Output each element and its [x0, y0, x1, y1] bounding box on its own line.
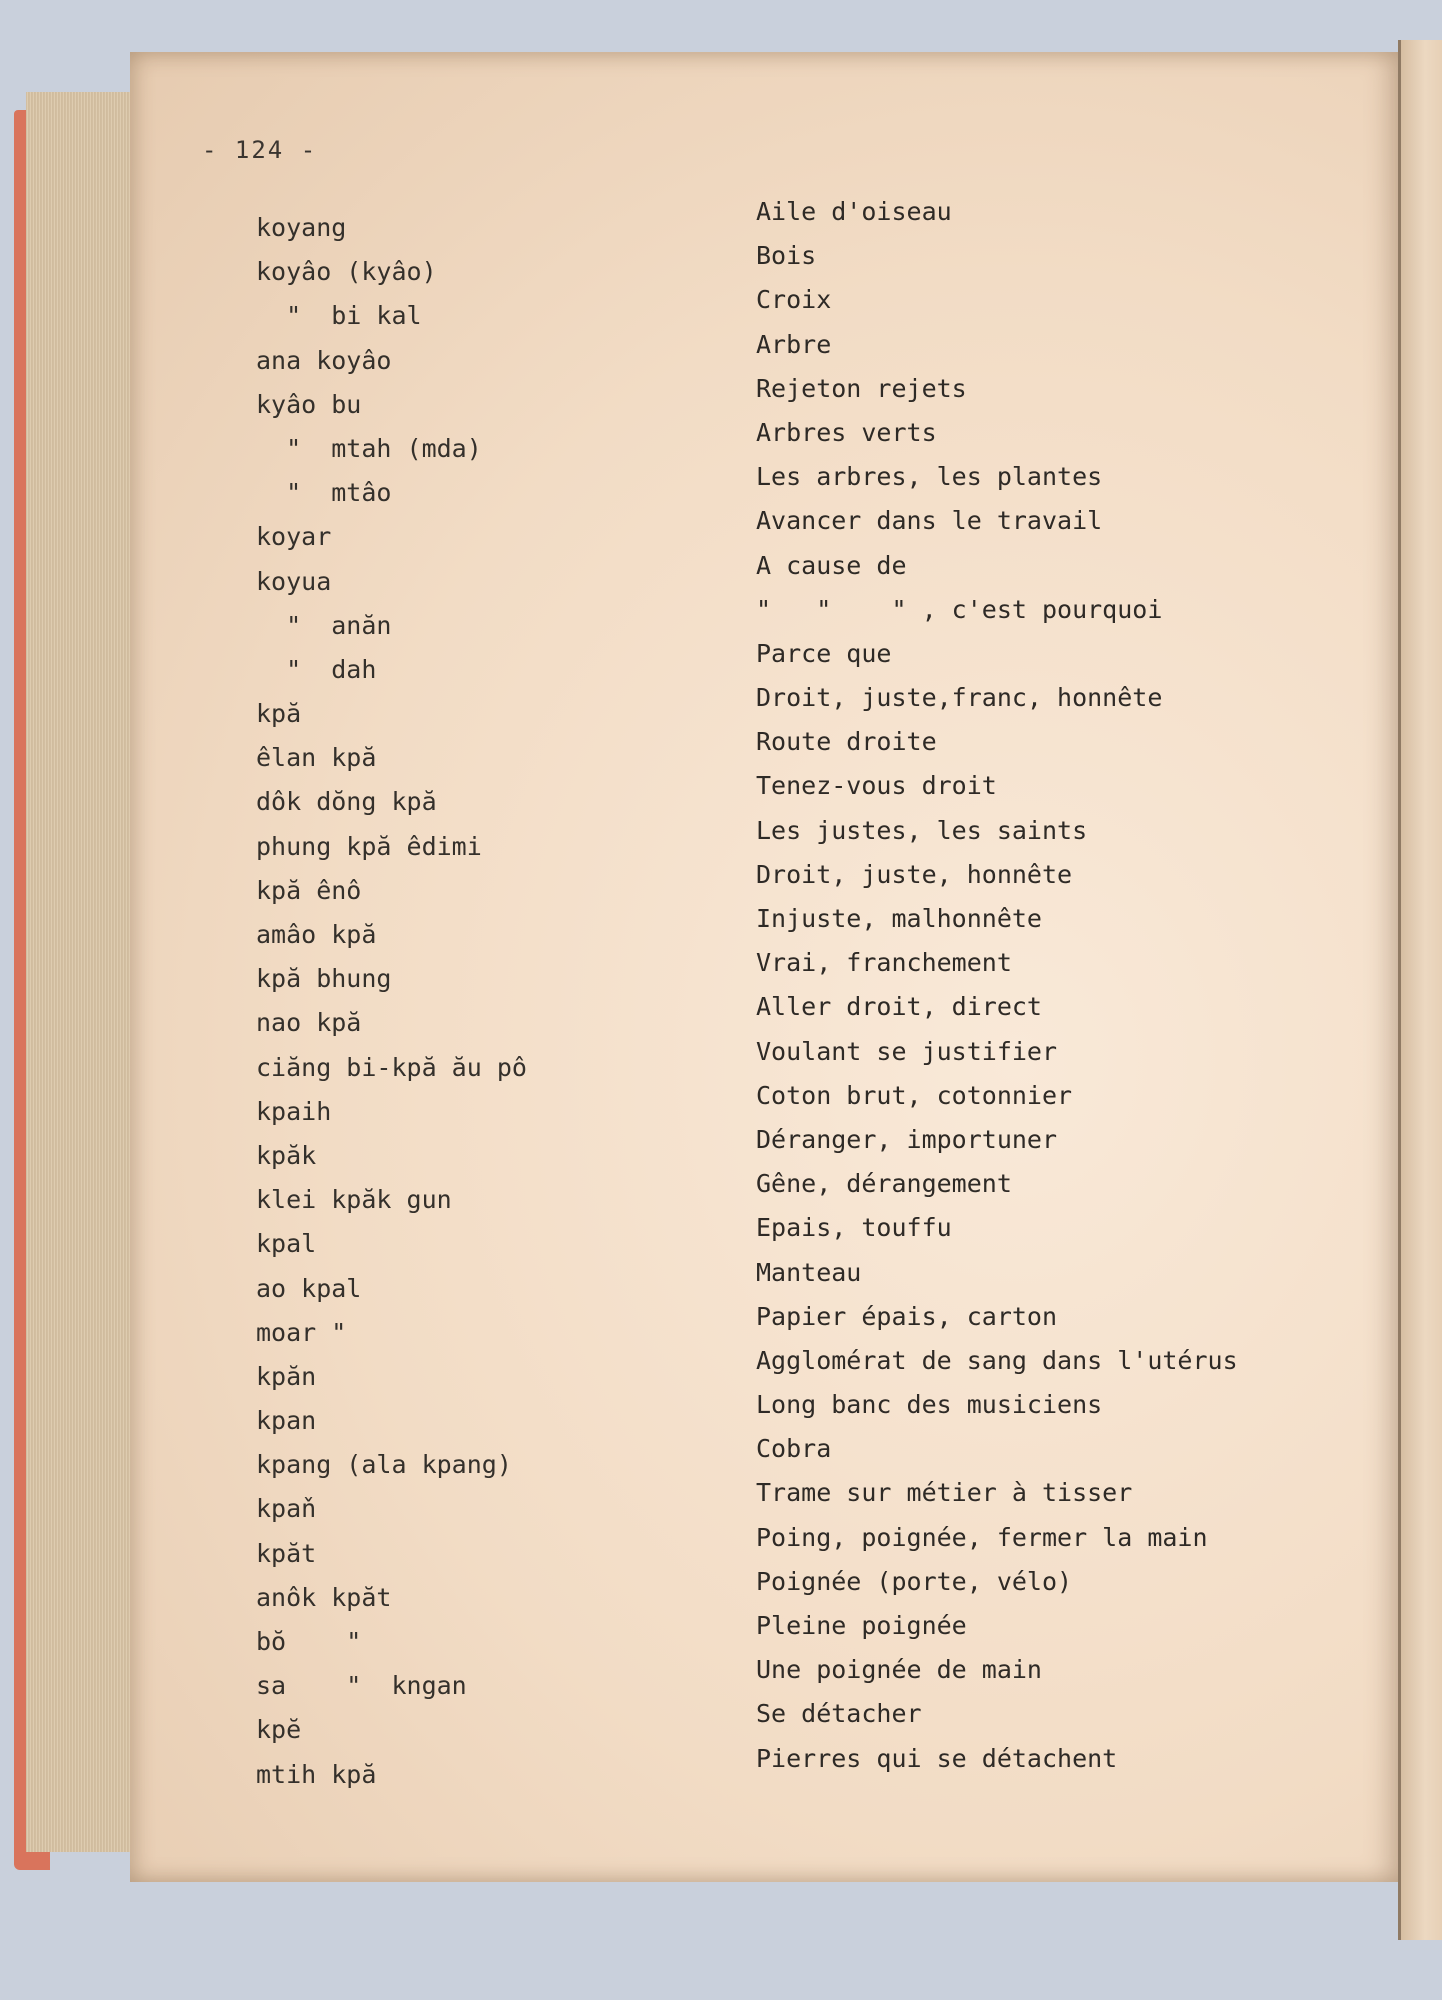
term: " bi kal — [256, 301, 422, 331]
gloss: Aller droit, direct — [756, 992, 1042, 1022]
gloss: Arbres verts — [756, 417, 937, 447]
gloss: Injuste, malhonnête — [756, 904, 1042, 933]
gloss: Tenez-vous droit — [756, 771, 997, 801]
gloss: Agglomérat de sang dans l'utérus — [756, 1345, 1238, 1375]
term: bŏ " — [256, 1627, 362, 1656]
term: kpăk — [256, 1140, 317, 1170]
term: kpă ênô — [256, 875, 362, 905]
term: koyar — [256, 522, 332, 552]
term: kpang (ala kpang) — [256, 1450, 512, 1480]
term: " dah — [256, 654, 377, 684]
term: koyâo (kyâo) — [256, 257, 437, 287]
gloss: Rejeton rejets — [756, 373, 967, 403]
page-stack-edge — [26, 92, 136, 1852]
gloss: Epais, touffu — [756, 1213, 952, 1243]
term: " mtah (mda) — [256, 433, 482, 463]
term: moar " — [256, 1317, 347, 1347]
gloss: Parce que — [756, 638, 892, 668]
gloss: Une poignée de main — [756, 1655, 1042, 1685]
gloss: Vrai, franchement — [756, 948, 1012, 978]
term: ana koyâo — [256, 345, 392, 375]
term: koyua — [256, 566, 332, 596]
gloss: Pleine poignée — [756, 1611, 967, 1640]
gloss: Route droite — [756, 727, 937, 757]
term: kpaň — [256, 1494, 317, 1524]
gloss: Voulant se justifier — [756, 1036, 1058, 1066]
term: koyang — [256, 213, 347, 242]
gloss: Cobra — [756, 1434, 832, 1464]
gloss: Papier épais, carton — [756, 1301, 1058, 1331]
gloss: Se détacher — [756, 1699, 922, 1729]
term: nao kpă — [256, 1008, 362, 1038]
term: sa " kngan — [256, 1671, 467, 1701]
gloss: Poignée (porte, vélo) — [756, 1566, 1073, 1596]
term: anôk kpăt — [256, 1582, 392, 1612]
glosses-column — [756, 190, 1356, 1781]
gloss: Les arbres, les plantes — [756, 462, 1103, 492]
gloss: Aile d'oiseau — [756, 197, 952, 226]
term: kpĕ — [256, 1715, 302, 1745]
gloss: " " " , c'est pourquoi — [756, 594, 1163, 624]
term: mtih kpă — [256, 1759, 377, 1789]
term: " mtâo — [256, 478, 392, 508]
term: phung kpă êdimi — [256, 831, 482, 861]
term: kpă bhung — [256, 964, 392, 994]
term: ao kpal — [256, 1273, 362, 1303]
term: ciăng bi-kpă ău pô — [256, 1052, 527, 1082]
gloss: Les justes, les saints — [756, 815, 1088, 845]
term: kpăt — [256, 1538, 317, 1568]
term: kpăn — [256, 1361, 317, 1391]
gloss: Pierres qui se détachent — [756, 1743, 1118, 1773]
gloss: Bois — [756, 241, 817, 271]
gloss: Long banc des musiciens — [756, 1390, 1103, 1420]
gloss: Coton brut, cotonnier — [756, 1080, 1073, 1110]
term: kpă — [256, 699, 302, 729]
facing-page-edge — [1398, 40, 1442, 1940]
gloss: Droit, juste,franc, honnête — [756, 683, 1163, 713]
gloss: Poing, poignée, fermer la main — [756, 1522, 1208, 1552]
gloss: Manteau — [756, 1257, 862, 1287]
page-number: - 124 - — [202, 136, 318, 164]
gloss: Gêne, dérangement — [756, 1169, 1012, 1199]
term: êlan kpă — [256, 743, 377, 773]
term: kpaih — [256, 1096, 332, 1126]
gloss: A cause de — [756, 550, 907, 580]
term: kpal — [256, 1229, 317, 1259]
gloss: Croix — [756, 285, 832, 315]
term: amâo kpă — [256, 920, 377, 949]
gloss: Droit, juste, honnête — [756, 859, 1073, 889]
gloss: Arbre — [756, 329, 832, 359]
term: dôk dŏng kpă — [256, 787, 437, 817]
term: kyâo bu — [256, 389, 362, 419]
term: klei kpăk gun — [256, 1185, 452, 1215]
gloss: Trame sur métier à tisser — [756, 1478, 1133, 1508]
term: kpan — [256, 1406, 317, 1436]
gloss: Avancer dans le travail — [756, 506, 1103, 536]
term: " anăn — [256, 610, 392, 640]
terms-column — [256, 206, 716, 1797]
gloss: Déranger, importuner — [756, 1124, 1058, 1154]
